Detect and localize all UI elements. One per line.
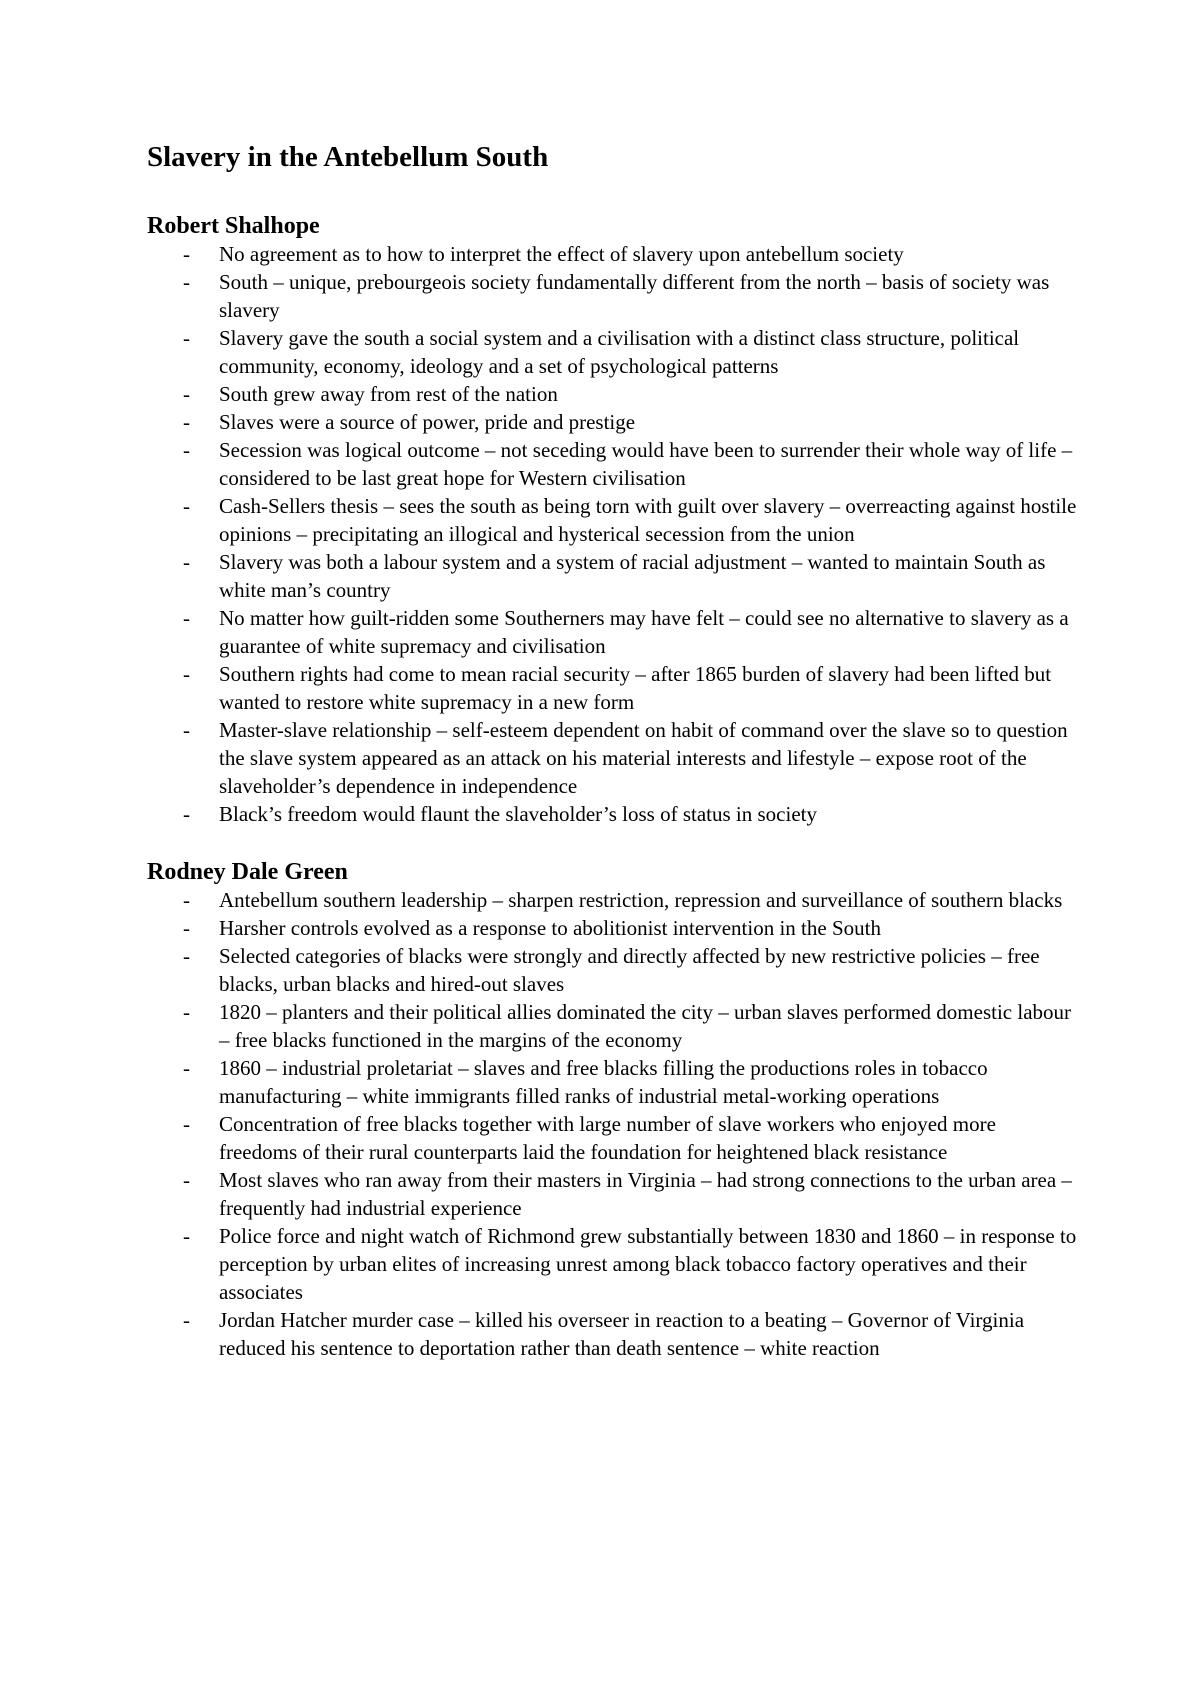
- bullet-dash-icon: -: [183, 1000, 190, 1024]
- bullet-text: Most slaves who ran away from their masters in Virginia – had strong connections to the urban area – frequently had industrial experience: [219, 1168, 1072, 1220]
- bullet-text: Slavery gave the south a social system and a civilisation with a distinct class structure, political community, economy, ideology and a set of psychological patterns: [219, 326, 1020, 378]
- bullet-text: 1860 – industrial proletariat – slaves and free blacks filling the productions roles in tobacco manufacturing – white immigrants filled ranks of industrial metal-working operations: [219, 1056, 988, 1108]
- bullet-dash-icon: -: [183, 242, 190, 266]
- bullet-dash-icon: -: [183, 1168, 190, 1192]
- bullet-dash-icon: -: [183, 438, 190, 462]
- bullet-item: [147, 324, 1077, 380]
- bullet-item: [147, 1222, 1077, 1306]
- bullet-text: Jordan Hatcher murder case – killed his overseer in reaction to a beating – Governor of Virginia reduced his sentence to deportation rather than death sentence – white reaction: [219, 1308, 1025, 1360]
- bullet-item: [147, 268, 1077, 324]
- bullet-item: [147, 886, 1077, 914]
- bullet-item: [147, 914, 1077, 942]
- bullet-text: South grew away from rest of the nation: [219, 382, 558, 406]
- bullet-dash-icon: -: [183, 944, 190, 968]
- bullet-text: Southern rights had come to mean racial security – after 1865 burden of slavery had been lifted but wanted to restore white supremacy in a new form: [219, 662, 1052, 714]
- bullet-text: Cash-Sellers thesis – sees the south as being torn with guilt over slavery – overreacting against hostile opinions – precipitating an illogical and hysterical secession from the union: [219, 494, 1077, 546]
- bullet-item: [147, 998, 1077, 1054]
- bullet-text: Slavery was both a labour system and a system of racial adjustment – wanted to maintain South as white man’s country: [219, 550, 1046, 602]
- bullet-dash-icon: -: [183, 550, 190, 574]
- bullet-text: Harsher controls evolved as a response to abolitionist intervention in the South: [219, 916, 881, 940]
- bullet-item: [147, 800, 1077, 828]
- bullet-dash-icon: -: [183, 662, 190, 686]
- bullet-item: [147, 660, 1077, 716]
- bullet-dash-icon: -: [183, 410, 190, 434]
- bullet-item: [147, 408, 1077, 436]
- bullet-dash-icon: -: [183, 1056, 190, 1080]
- bullet-item: [147, 436, 1077, 492]
- bullet-text: Concentration of free blacks together with large number of slave workers who enjoyed more freedoms of their rural counterparts laid the foundation for heightened black resistance: [219, 1112, 996, 1164]
- bullet-text: Antebellum southern leadership – sharpen restriction, repression and surveillance of southern blacks: [219, 888, 1063, 912]
- bullet-item: [147, 716, 1077, 800]
- bullet-dash-icon: -: [183, 916, 190, 940]
- bullet-dash-icon: -: [183, 802, 190, 826]
- bullet-text: Police force and night watch of Richmond grew substantially between 1830 and 1860 – in response to perception by urban elites of increasing unrest among black tobacco factory operatives and their associates: [219, 1224, 1077, 1304]
- bullet-dash-icon: -: [183, 382, 190, 406]
- bullet-item: [147, 380, 1077, 408]
- bullet-text: Selected categories of blacks were strongly and directly affected by new restrictive policies – free blacks, urban blacks and hired-out slaves: [219, 944, 1040, 996]
- bullet-dash-icon: -: [183, 1224, 190, 1248]
- bullet-text: South – unique, prebourgeois society fundamentally different from the north – basis of society was slavery: [219, 270, 1050, 322]
- bullet-dash-icon: -: [183, 718, 190, 742]
- bullet-dash-icon: -: [183, 494, 190, 518]
- bullet-text: Slaves were a source of power, pride and prestige: [219, 410, 636, 434]
- bullet-text: Master-slave relationship – self-esteem dependent on habit of command over the slave so to question the slave system appeared as an attack on his material interests and lifestyle – expose root of the slaveholder’s dependence in independence: [219, 718, 1068, 798]
- bullet-item: [147, 492, 1077, 548]
- section-1: [147, 212, 1077, 828]
- section-heading: Rodney Dale Green: [147, 859, 348, 885]
- bullet-dash-icon: -: [183, 1112, 190, 1136]
- bullet-text: Secession was logical outcome – not seceding would have been to surrender their whole way of life – considered to be last great hope for Western civilisation: [219, 438, 1073, 490]
- section-2: [147, 858, 1077, 1362]
- sections-container: [147, 212, 1077, 1362]
- bullet-item: [147, 548, 1077, 604]
- bullet-text: 1820 – planters and their political allies dominated the city – urban slaves performed domestic labour – free blacks functioned in the margins of the economy: [219, 1000, 1072, 1052]
- bullet-text: No agreement as to how to interpret the effect of slavery upon antebellum society: [219, 242, 904, 266]
- document-page: [147, 140, 1077, 1362]
- document-title: Slavery in the Antebellum South: [147, 141, 549, 173]
- bullet-text: Black’s freedom would flaunt the slaveholder’s loss of status in society: [219, 802, 817, 826]
- bullet-dash-icon: -: [183, 1308, 190, 1332]
- bullet-item: [147, 1110, 1077, 1166]
- bullet-dash-icon: -: [183, 606, 190, 630]
- bullet-dash-icon: -: [183, 888, 190, 912]
- bullet-item: [147, 942, 1077, 998]
- bullet-item: [147, 604, 1077, 660]
- section-heading: Robert Shalhope: [147, 213, 320, 239]
- bullet-item: [147, 240, 1077, 268]
- bullet-list: [147, 240, 1077, 828]
- bullet-item: [147, 1306, 1077, 1362]
- bullet-dash-icon: -: [183, 326, 190, 350]
- bullet-list: [147, 886, 1077, 1362]
- bullet-dash-icon: -: [183, 270, 190, 294]
- bullet-item: [147, 1054, 1077, 1110]
- bullet-text: No matter how guilt-ridden some Southerners may have felt – could see no alternative to slavery as a guarantee of white supremacy and civilisation: [219, 606, 1069, 658]
- bullet-item: [147, 1166, 1077, 1222]
